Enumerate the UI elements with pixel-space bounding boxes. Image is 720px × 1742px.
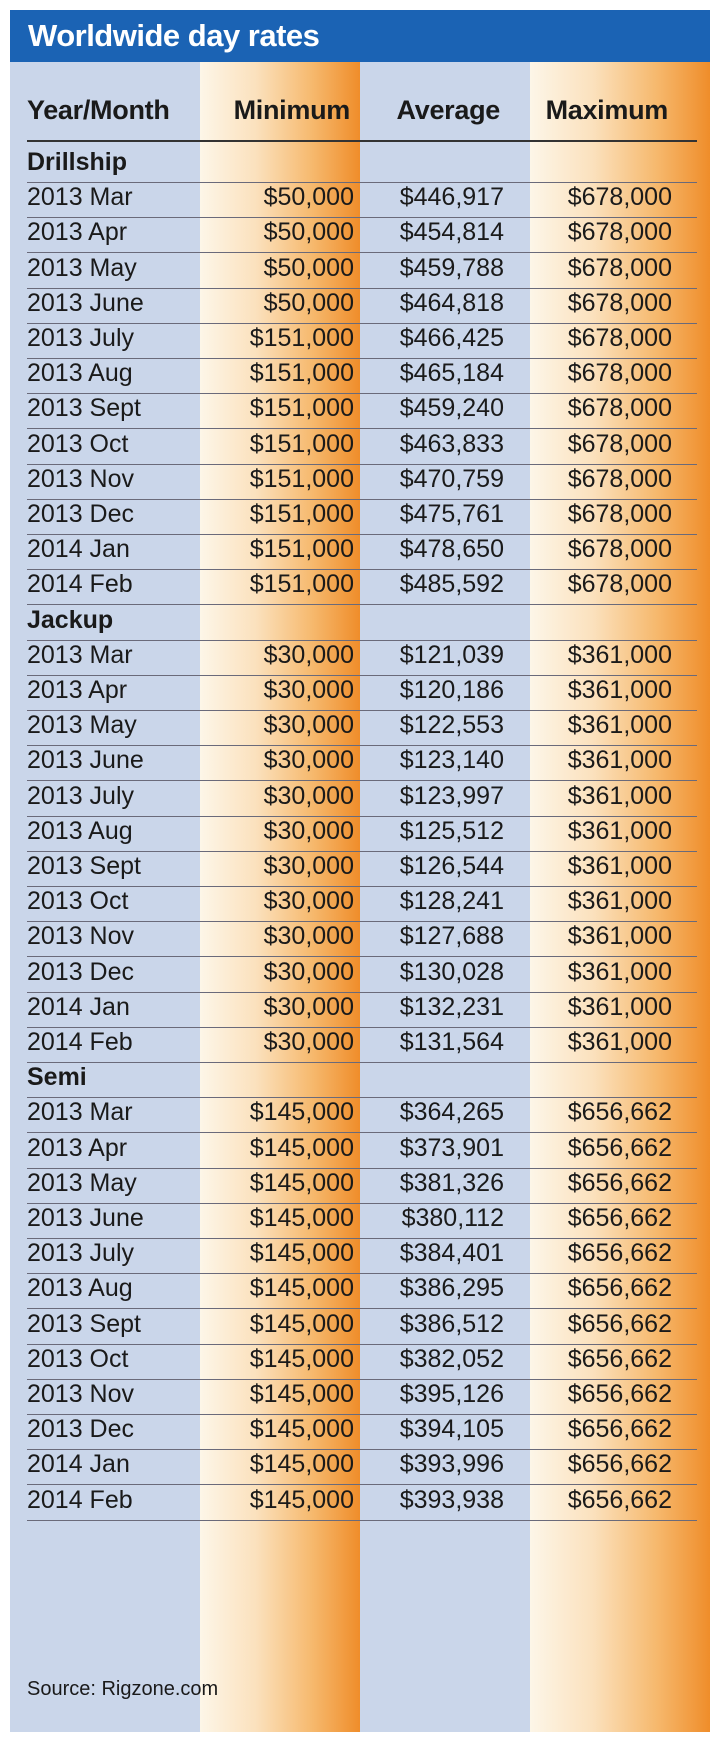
cell-year-month: 2013 Dec (27, 1415, 135, 1444)
cell-average: $393,996 (399, 1450, 504, 1479)
table-row (27, 637, 697, 676)
cell-minimum: $145,000 (249, 1168, 354, 1197)
cell-maximum: $361,000 (567, 746, 672, 775)
cell-maximum: $361,000 (567, 887, 672, 916)
cell-maximum: $361,000 (567, 992, 672, 1021)
cell-average: $394,105 (399, 1415, 504, 1444)
table-row (27, 531, 697, 570)
cell-average: $386,295 (399, 1274, 504, 1303)
table-row (27, 813, 697, 852)
cell-year-month: 2013 Aug (27, 1274, 133, 1303)
cell-average: $126,544 (399, 852, 504, 880)
cell-minimum: $30,000 (263, 992, 354, 1021)
table-row (27, 1094, 697, 1133)
cell-maximum: $678,000 (567, 324, 672, 352)
cell-year-month: 2013 June (27, 288, 144, 317)
cell-maximum: $361,000 (567, 852, 672, 880)
cell-maximum: $656,662 (567, 1485, 672, 1514)
cell-minimum: $151,000 (249, 359, 354, 388)
cell-maximum: $656,662 (567, 1450, 672, 1479)
cell-minimum: $30,000 (263, 1028, 354, 1056)
cell-minimum: $151,000 (249, 535, 354, 564)
cell-year-month: 2013 Oct (27, 429, 129, 458)
table-row (27, 426, 697, 465)
cell-minimum: $145,000 (249, 1485, 354, 1514)
cell-average: $380,112 (401, 1204, 504, 1232)
table-row (27, 707, 697, 746)
table-title: Worldwide day rates (10, 10, 710, 62)
cell-year-month: 2013 Nov (27, 464, 135, 493)
cell-year-month: 2013 Oct (27, 1344, 129, 1373)
cell-average: $121,039 (399, 640, 504, 669)
cell-year-month: 2014 Jan (27, 1450, 130, 1479)
cell-maximum: $678,000 (567, 288, 672, 317)
table-row (27, 1235, 697, 1274)
table-row (27, 1024, 697, 1063)
cell-average: $466,425 (399, 324, 504, 352)
cell-average: $463,833 (399, 429, 504, 458)
cell-year-month: 2014 Feb (27, 1028, 133, 1056)
cell-minimum: $145,000 (249, 1239, 354, 1268)
header-average: Average (396, 95, 500, 125)
cell-minimum: $30,000 (263, 781, 354, 810)
cell-year-month: 2013 June (27, 1204, 144, 1232)
cell-maximum: $678,000 (567, 429, 672, 458)
cell-minimum: $50,000 (263, 218, 354, 247)
table-row (27, 461, 697, 500)
cell-average: $131,564 (399, 1028, 504, 1056)
table-row (27, 1306, 697, 1345)
cell-year-month: 2013 Apr (27, 676, 128, 704)
table-row (27, 1446, 697, 1485)
section-title: Semi (27, 1063, 87, 1092)
table-row (27, 918, 697, 957)
cell-year-month: 2013 Mar (27, 1098, 133, 1127)
cell-year-month: 2013 Mar (27, 183, 133, 212)
table-row (27, 1165, 697, 1204)
cell-year-month: 2013 May (27, 1168, 137, 1197)
cell-year-month: 2013 Sept (27, 394, 141, 423)
cell-minimum: $145,000 (249, 1450, 354, 1479)
section-title: Jackup (27, 605, 114, 634)
cell-minimum: $145,000 (249, 1380, 354, 1408)
cell-year-month: 2013 May (27, 711, 137, 740)
cell-year-month: 2013 June (27, 746, 144, 775)
table-row (27, 1130, 697, 1169)
header-maximum: Maximum (545, 95, 668, 125)
cell-maximum: $361,000 (567, 640, 672, 669)
cell-average: $384,401 (399, 1239, 504, 1268)
cell-average: $459,788 (399, 253, 504, 282)
table-row (27, 214, 697, 253)
table-row (27, 883, 697, 922)
cell-maximum: $361,000 (567, 781, 672, 810)
table-row (27, 848, 697, 887)
table-row (27, 285, 697, 324)
cell-year-month: 2013 Oct (27, 887, 129, 916)
cell-minimum: $151,000 (249, 500, 354, 528)
cell-maximum: $656,662 (567, 1380, 672, 1408)
cell-average: $120,186 (399, 676, 504, 704)
cell-average: $470,759 (399, 464, 504, 493)
cell-average: $393,938 (399, 1485, 504, 1514)
cell-maximum: $678,000 (567, 570, 672, 599)
table-row (27, 1376, 697, 1415)
cell-maximum: $656,662 (567, 1168, 672, 1197)
cell-maximum: $361,000 (567, 676, 672, 704)
cell-maximum: $656,662 (567, 1344, 672, 1373)
cell-minimum: $30,000 (263, 816, 354, 845)
cell-average: $395,126 (399, 1380, 504, 1408)
table-row (27, 1341, 697, 1380)
cell-minimum: $30,000 (263, 746, 354, 775)
table-row (27, 250, 697, 289)
cell-average: $125,512 (399, 816, 504, 845)
header-rule (27, 140, 697, 142)
cell-maximum: $678,000 (567, 218, 672, 247)
cell-average: $123,997 (399, 781, 504, 810)
cell-year-month: 2013 May (27, 253, 137, 282)
table-row (27, 778, 697, 817)
cell-minimum: $151,000 (249, 570, 354, 599)
cell-average: $485,592 (399, 570, 504, 599)
cell-year-month: 2013 Apr (27, 218, 128, 247)
cell-maximum: $678,000 (567, 359, 672, 388)
cell-year-month: 2014 Feb (27, 1485, 133, 1514)
cell-maximum: $656,662 (567, 1239, 672, 1268)
source-note: Source: Rigzone.com (27, 1678, 219, 1700)
cell-minimum: $145,000 (249, 1344, 354, 1373)
cell-maximum: $361,000 (567, 816, 672, 845)
header-year-month: Year/Month (27, 95, 170, 125)
cell-year-month: 2013 Aug (27, 816, 133, 845)
cell-maximum: $678,000 (567, 464, 672, 493)
cell-year-month: 2013 July (27, 1239, 135, 1268)
cell-average: $130,028 (399, 957, 504, 986)
cell-average: $364,265 (399, 1098, 504, 1127)
cell-year-month: 2013 Sept (27, 852, 141, 880)
table-row (27, 355, 697, 394)
cell-maximum: $656,662 (567, 1098, 672, 1127)
cell-average: $132,231 (399, 992, 504, 1021)
cell-minimum: $151,000 (249, 324, 354, 352)
table-row (27, 1200, 697, 1239)
cell-year-month: 2013 July (27, 324, 135, 352)
cell-minimum: $30,000 (263, 922, 354, 951)
table-body (10, 62, 710, 1732)
cell-average: $123,140 (399, 746, 504, 775)
table-row (27, 672, 697, 711)
cell-average: $382,052 (399, 1344, 504, 1373)
cell-minimum: $30,000 (263, 887, 354, 916)
cell-minimum: $30,000 (263, 852, 354, 880)
day-rates-figure (10, 10, 710, 1732)
cell-minimum: $145,000 (249, 1274, 354, 1303)
cell-minimum: $145,000 (249, 1098, 354, 1127)
cell-average: $454,814 (399, 218, 504, 247)
cell-average: $446,917 (399, 183, 504, 212)
cell-average: $381,326 (399, 1168, 504, 1197)
cell-year-month: 2013 Dec (27, 957, 135, 986)
cell-minimum: $151,000 (249, 394, 354, 423)
table-row (27, 989, 697, 1028)
cell-minimum: $151,000 (249, 429, 354, 458)
cell-year-month: 2014 Feb (27, 570, 133, 599)
cell-average: $478,650 (399, 535, 504, 564)
cell-minimum: $30,000 (263, 711, 354, 740)
cell-year-month: 2013 Mar (27, 640, 133, 669)
cell-maximum: $656,662 (567, 1204, 672, 1232)
cell-minimum: $30,000 (263, 676, 354, 704)
section-header-row (27, 144, 697, 183)
cell-minimum: $145,000 (249, 1309, 354, 1338)
section-title: Drillship (27, 148, 128, 176)
cell-maximum: $678,000 (567, 500, 672, 528)
table-row (27, 954, 697, 993)
cell-year-month: 2014 Jan (27, 535, 130, 564)
cell-average: $386,512 (399, 1309, 504, 1338)
cell-maximum: $361,000 (567, 1028, 672, 1056)
cell-minimum: $50,000 (263, 183, 354, 212)
cell-average: $127,688 (399, 922, 504, 951)
cell-minimum: $151,000 (249, 464, 354, 493)
cell-maximum: $678,000 (567, 535, 672, 564)
cell-year-month: 2013 Sept (27, 1309, 141, 1338)
table-row (27, 742, 697, 781)
cell-average: $373,901 (399, 1133, 504, 1162)
cell-year-month: 2013 July (27, 781, 135, 810)
cell-year-month: 2013 Dec (27, 500, 135, 528)
cell-maximum: $656,662 (567, 1133, 672, 1162)
cell-minimum: $145,000 (249, 1133, 354, 1162)
cell-minimum: $145,000 (249, 1204, 354, 1232)
cell-maximum: $656,662 (567, 1415, 672, 1444)
cell-average: $464,818 (399, 288, 504, 317)
cell-maximum: $656,662 (567, 1274, 672, 1303)
cell-maximum: $656,662 (567, 1309, 672, 1338)
cell-maximum: $678,000 (567, 253, 672, 282)
cell-maximum: $678,000 (567, 394, 672, 423)
cell-year-month: 2013 Aug (27, 359, 133, 388)
cell-year-month: 2013 Nov (27, 1380, 135, 1408)
cell-minimum: $30,000 (263, 957, 354, 986)
table-row (27, 320, 697, 359)
cell-minimum: $30,000 (263, 640, 354, 669)
table-row (27, 390, 697, 429)
cell-year-month: 2014 Jan (27, 992, 130, 1021)
section-header-row (27, 602, 697, 641)
table-row (27, 1482, 697, 1521)
table-row (27, 179, 697, 218)
cell-average: $475,761 (399, 500, 504, 528)
section-header-row (27, 1059, 697, 1098)
cell-average: $465,184 (399, 359, 504, 388)
cell-minimum: $145,000 (249, 1415, 354, 1444)
cell-average: $459,240 (399, 394, 504, 423)
cell-maximum: $678,000 (567, 183, 672, 212)
table-row (27, 1411, 697, 1450)
cell-average: $122,553 (399, 711, 504, 740)
cell-maximum: $361,000 (567, 922, 672, 951)
cell-maximum: $361,000 (567, 711, 672, 740)
table-row (27, 566, 697, 605)
cell-year-month: 2013 Nov (27, 922, 135, 951)
cell-maximum: $361,000 (567, 957, 672, 986)
cell-average: $128,241 (399, 887, 504, 916)
table-row (27, 496, 697, 535)
header-minimum: Minimum (233, 95, 350, 125)
table-row (27, 1270, 697, 1309)
cell-minimum: $50,000 (263, 288, 354, 317)
cell-year-month: 2013 Apr (27, 1133, 128, 1162)
cell-minimum: $50,000 (263, 253, 354, 282)
